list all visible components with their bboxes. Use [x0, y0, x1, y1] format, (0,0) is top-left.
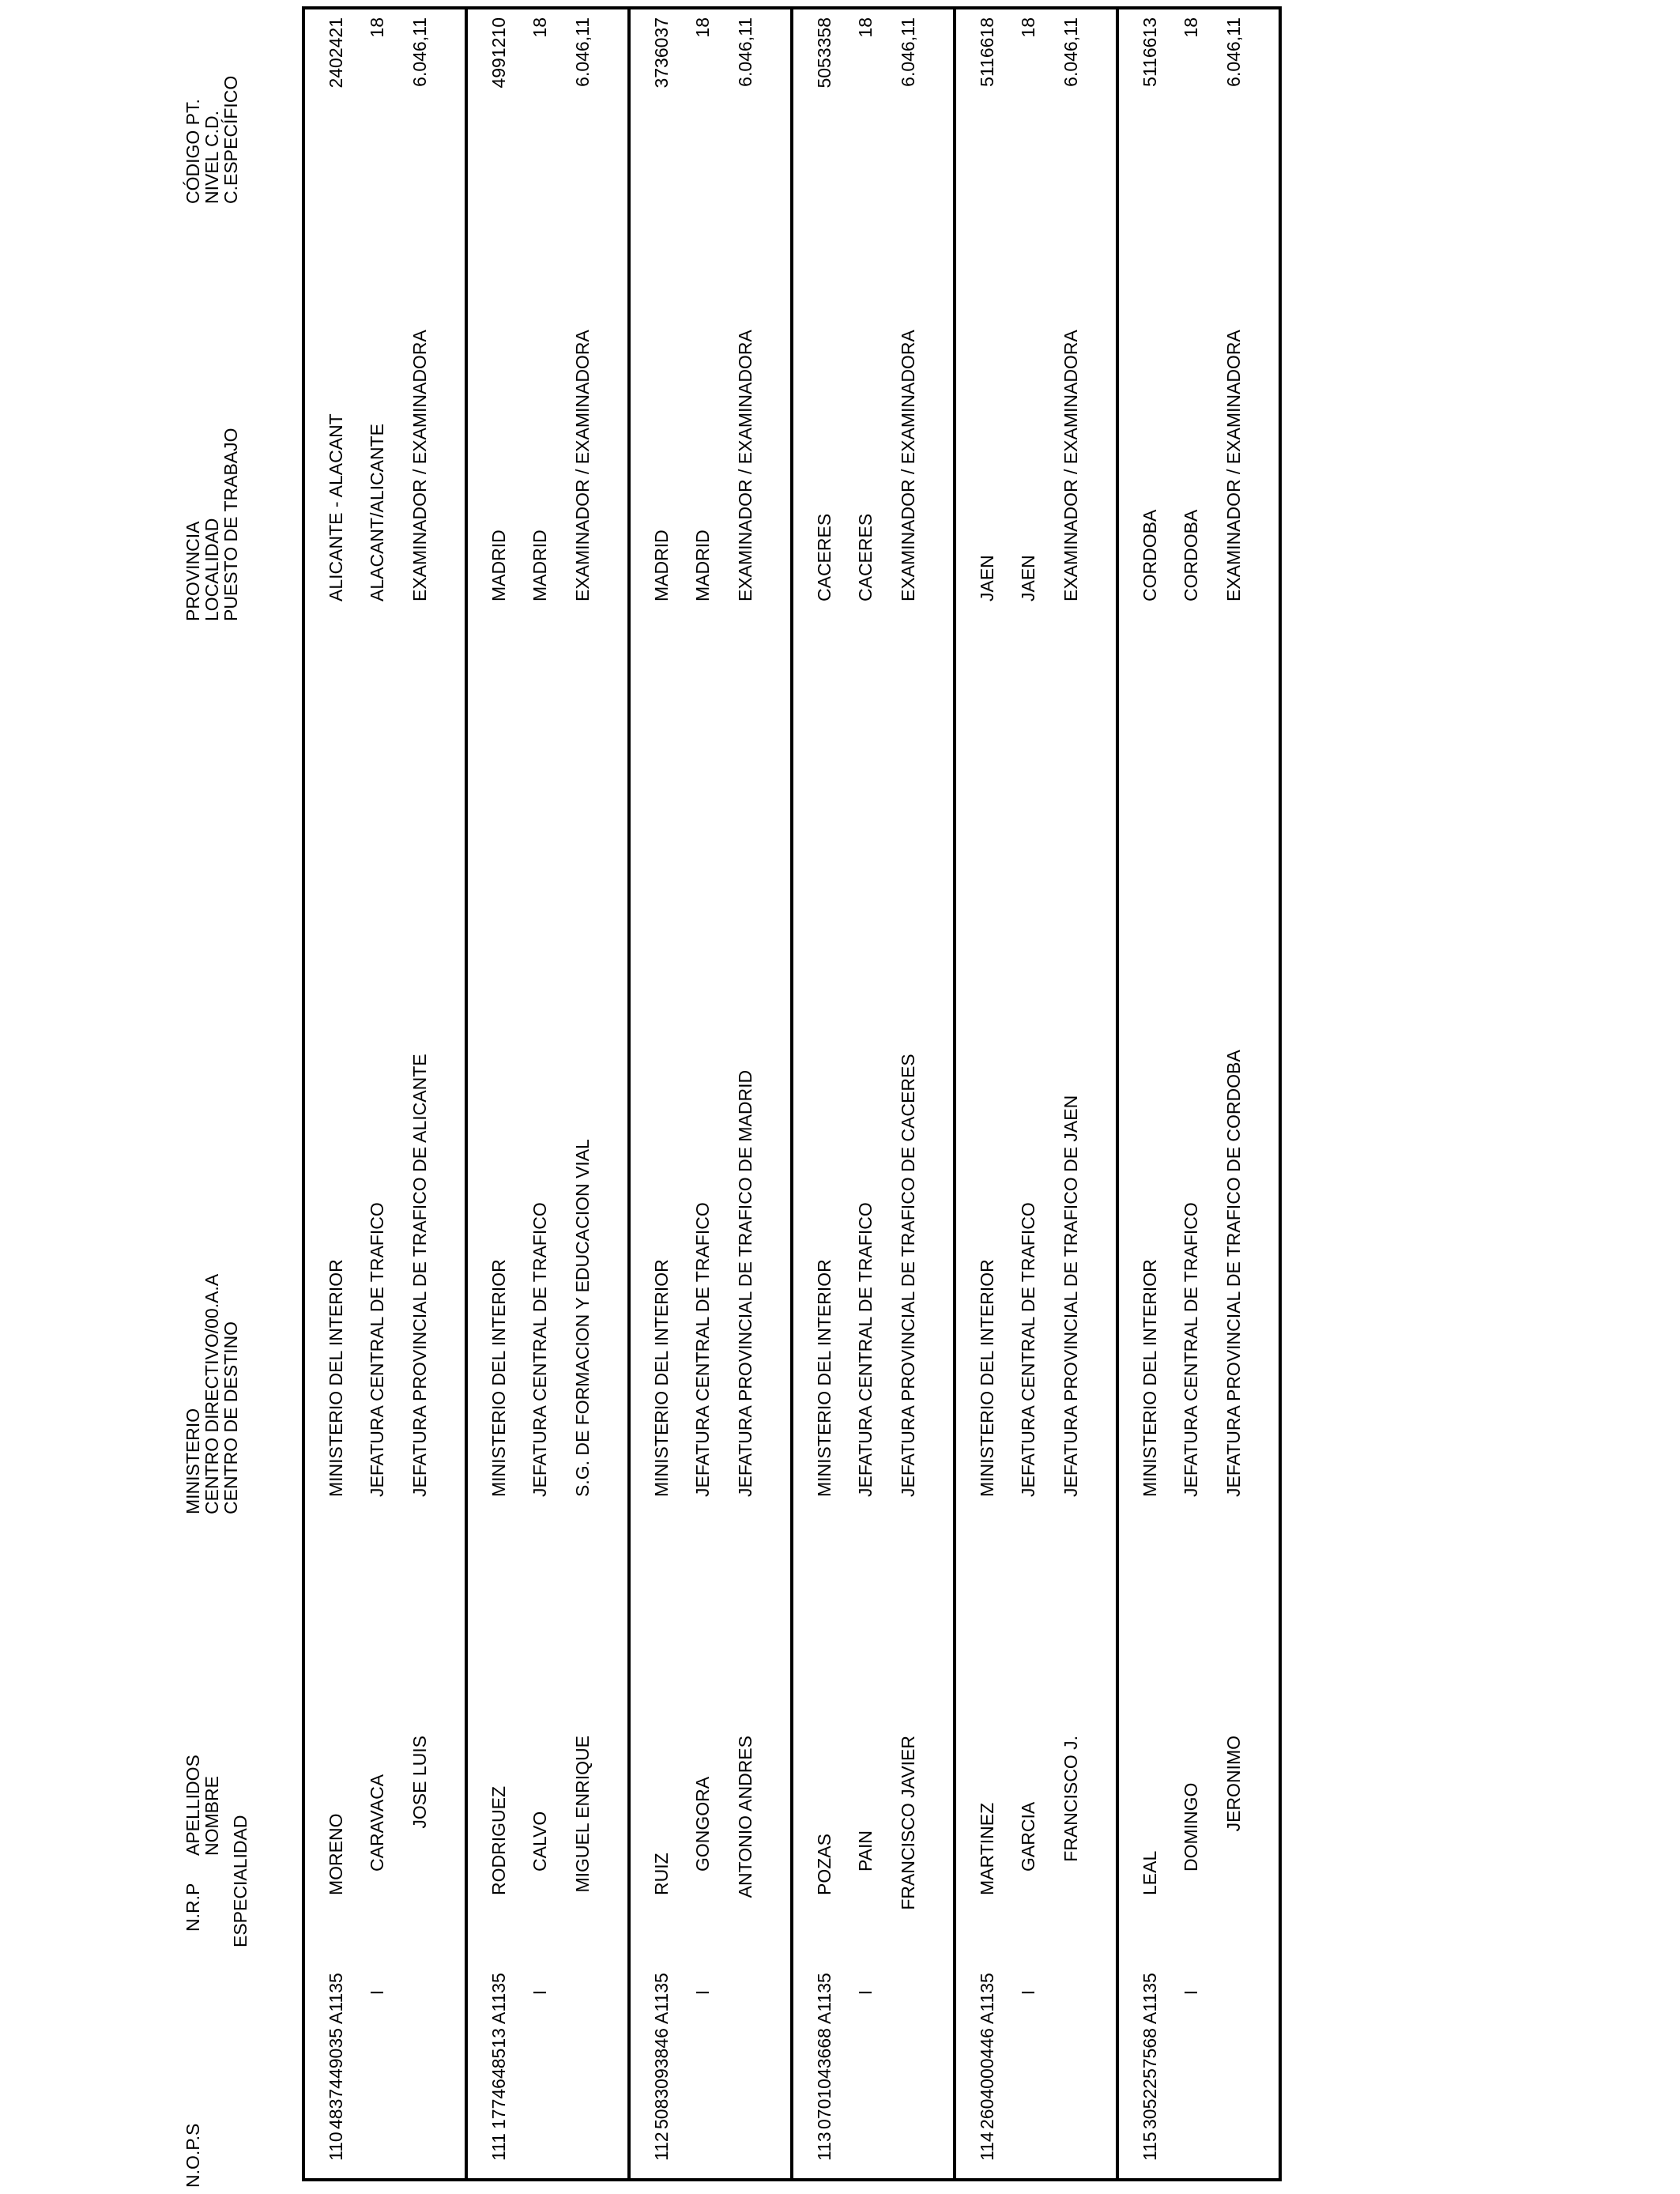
table-row — [468, 9, 631, 2178]
record-provincia: CORDOBA — [1139, 509, 1160, 601]
record-apellido-2: CARAVACA — [367, 1774, 387, 1872]
record-provincia: JAEN — [977, 555, 997, 601]
record-provincia: ALICANTE - ALACANT — [326, 413, 346, 601]
record-localidad: JAEN — [1018, 555, 1038, 601]
record-apellido-2: GARCIA — [1018, 1801, 1038, 1872]
header-nombre-label: NOMBRE — [202, 1776, 222, 1856]
record-complemento-especifico: 6.046,11 — [1223, 17, 1244, 87]
record-ministerio: MINISTERIO DEL INTERIOR — [814, 1259, 834, 1497]
record-especialidad-marker: I — [855, 1989, 876, 1996]
record-apellido-1: RODRIGUEZ — [488, 1786, 509, 1895]
record-nrp: 3052257568 A1135 — [1139, 1973, 1160, 2129]
record-puesto: EXAMINADOR / EXAMINADORA — [1223, 330, 1244, 601]
record-provincia: CACERES — [814, 513, 834, 601]
record-apellido-1: LEAL — [1139, 1850, 1160, 1895]
record-apellido-1: MARTINEZ — [977, 1802, 997, 1895]
record-number: 113 — [814, 2132, 834, 2161]
record-nivel-cd: 18 — [1018, 17, 1038, 38]
header-nrp-label: N.R.P — [183, 1883, 203, 1932]
record-apellido-1: MORENO — [326, 1813, 346, 1895]
record-centro-destino: JEFATURA PROVINCIAL DE TRAFICO DE JAEN — [1060, 1095, 1081, 1497]
record-ministerio: MINISTERIO DEL INTERIOR — [651, 1259, 672, 1497]
record-localidad: CACERES — [855, 513, 876, 601]
record-nrp: 2604000446 A1135 — [977, 1973, 997, 2129]
table-row — [1119, 9, 1282, 2178]
header-nrp — [183, 1883, 202, 1932]
record-apellido-1: POZAS — [814, 1834, 834, 1895]
record-apellido-2: GONGORA — [692, 1776, 713, 1872]
record-especialidad-marker: I — [529, 1989, 550, 1996]
record-ministerio: MINISTERIO DEL INTERIOR — [1139, 1259, 1160, 1497]
record-nombre: ANTONIO ANDRES — [735, 1736, 755, 1898]
header-ministerio-centro — [183, 1274, 240, 1514]
record-nrp: 1774648513 A1135 — [488, 1973, 509, 2129]
record-centro-directivo: JEFATURA CENTRAL DE TRAFICO — [529, 1202, 550, 1497]
record-nrp: 5083093846 A1135 — [651, 1973, 672, 2129]
header-provincia-puesto — [183, 428, 240, 621]
table-row — [793, 9, 956, 2178]
header-nops-label: N.O.P.S — [183, 2123, 203, 2188]
record-localidad: MADRID — [529, 530, 550, 601]
record-puesto: EXAMINADOR / EXAMINADORA — [1060, 330, 1081, 601]
header-especifico-label: C.ESPECÍFICO — [220, 75, 241, 204]
record-localidad: MADRID — [692, 530, 713, 601]
header-especialidad-label: ESPECIALIDAD — [230, 1815, 250, 1947]
record-centro-destino: JEFATURA PROVINCIAL DE TRAFICO DE CORDOBA — [1223, 1050, 1244, 1497]
record-ministerio: MINISTERIO DEL INTERIOR — [488, 1259, 509, 1497]
record-especialidad-marker: I — [1181, 1989, 1201, 1996]
record-codigo-pt: 5116613 — [1139, 17, 1160, 87]
header-ministerio-label: MINISTERIO — [183, 1408, 203, 1514]
table-row — [305, 9, 468, 2178]
record-nivel-cd: 18 — [367, 17, 387, 38]
record-complemento-especifico: 6.046,11 — [409, 17, 430, 87]
record-apellido-1: RUIZ — [651, 1853, 672, 1895]
record-nombre: JOSE LUIS — [409, 1736, 430, 1829]
header-nivel-label: NIVEL C.D. — [202, 110, 222, 204]
record-nivel-cd: 18 — [855, 17, 876, 38]
record-centro-directivo: JEFATURA CENTRAL DE TRAFICO — [1018, 1202, 1038, 1497]
record-number: 112 — [651, 2132, 672, 2161]
record-apellido-2: CALVO — [529, 1811, 550, 1872]
records-table — [302, 6, 1282, 2181]
header-especialidad — [231, 1815, 250, 1947]
record-centro-destino: S.G. DE FORMACION Y EDUCACION VIAL — [572, 1139, 593, 1497]
record-nivel-cd: 18 — [529, 17, 550, 38]
record-ministerio: MINISTERIO DEL INTERIOR — [326, 1259, 346, 1497]
record-complemento-especifico: 6.046,11 — [735, 17, 755, 87]
record-number: 114 — [977, 2132, 997, 2161]
record-ministerio: MINISTERIO DEL INTERIOR — [977, 1259, 997, 1497]
record-puesto: EXAMINADOR / EXAMINADORA — [572, 330, 593, 601]
header-codigo-nivel — [183, 6, 240, 204]
record-nrp: 4837449035 A1135 — [326, 1973, 346, 2129]
record-nombre: MIGUEL ENRIQUE — [572, 1736, 593, 1893]
record-number: 110 — [326, 2132, 346, 2161]
record-puesto: EXAMINADOR / EXAMINADORA — [409, 330, 430, 601]
record-centro-directivo: JEFATURA CENTRAL DE TRAFICO — [1181, 1202, 1201, 1497]
table-row — [956, 9, 1119, 2178]
record-codigo-pt: 5053358 — [814, 17, 834, 89]
record-localidad: CORDOBA — [1181, 509, 1201, 601]
record-puesto: EXAMINADOR / EXAMINADORA — [898, 330, 918, 601]
record-codigo-pt: 5116618 — [977, 17, 997, 87]
header-centro-destino-label: CENTRO DE DESTINO — [220, 1321, 241, 1514]
record-codigo-pt: 2402421 — [326, 17, 346, 89]
record-centro-directivo: JEFATURA CENTRAL DE TRAFICO — [855, 1202, 876, 1497]
record-complemento-especifico: 6.046,11 — [898, 17, 918, 87]
record-complemento-especifico: 6.046,11 — [1060, 17, 1081, 87]
record-centro-directivo: JEFATURA CENTRAL DE TRAFICO — [367, 1202, 387, 1497]
record-localidad: ALACANT/ALICANTE — [367, 424, 387, 601]
record-nombre: JERONIMO — [1223, 1736, 1244, 1832]
header-puesto-label: PUESTO DE TRABAJO — [220, 428, 241, 621]
record-centro-destino: JEFATURA PROVINCIAL DE TRAFICO DE MADRID — [735, 1069, 755, 1497]
record-centro-directivo: JEFATURA CENTRAL DE TRAFICO — [692, 1202, 713, 1497]
record-puesto: EXAMINADOR / EXAMINADORA — [735, 330, 755, 601]
record-codigo-pt: 3736037 — [651, 17, 672, 89]
record-nrp: 0701043668 A1135 — [814, 1973, 834, 2129]
record-especialidad-marker: I — [1018, 1989, 1038, 1996]
header-centro-directivo-label: CENTRO DIRECTIVO/00.A.A — [202, 1273, 222, 1514]
record-nombre: FRANCISCO JAVIER — [898, 1736, 918, 1910]
record-nivel-cd: 18 — [1181, 17, 1201, 38]
record-complemento-especifico: 6.046,11 — [572, 17, 593, 87]
record-centro-destino: JEFATURA PROVINCIAL DE TRAFICO DE ALICANTE — [409, 1054, 430, 1497]
record-number: 115 — [1139, 2132, 1160, 2161]
record-centro-destino: JEFATURA PROVINCIAL DE TRAFICO DE CACERES — [898, 1054, 918, 1497]
header-nops — [183, 2124, 202, 2188]
header-localidad-label: LOCALIDAD — [202, 518, 222, 621]
record-especialidad-marker: I — [692, 1989, 713, 1996]
record-apellido-2: DOMINGO — [1181, 1782, 1201, 1872]
record-provincia: MADRID — [651, 530, 672, 601]
record-provincia: MADRID — [488, 530, 509, 601]
header-provincia-label: PROVINCIA — [183, 521, 203, 621]
record-number: 111 — [488, 2133, 509, 2161]
header-codigo-label: CÓDIGO PT. — [183, 99, 203, 204]
record-especialidad-marker: I — [367, 1989, 387, 1996]
record-codigo-pt: 4991210 — [488, 17, 509, 89]
header-apellidos-nombre — [183, 1755, 221, 1856]
record-nivel-cd: 18 — [692, 17, 713, 38]
table-row — [631, 9, 793, 2178]
record-nombre: FRANCISCO J. — [1060, 1736, 1081, 1862]
record-apellido-2: PAIN — [855, 1830, 876, 1872]
header-apellidos-label: APELLIDOS — [183, 1755, 203, 1856]
